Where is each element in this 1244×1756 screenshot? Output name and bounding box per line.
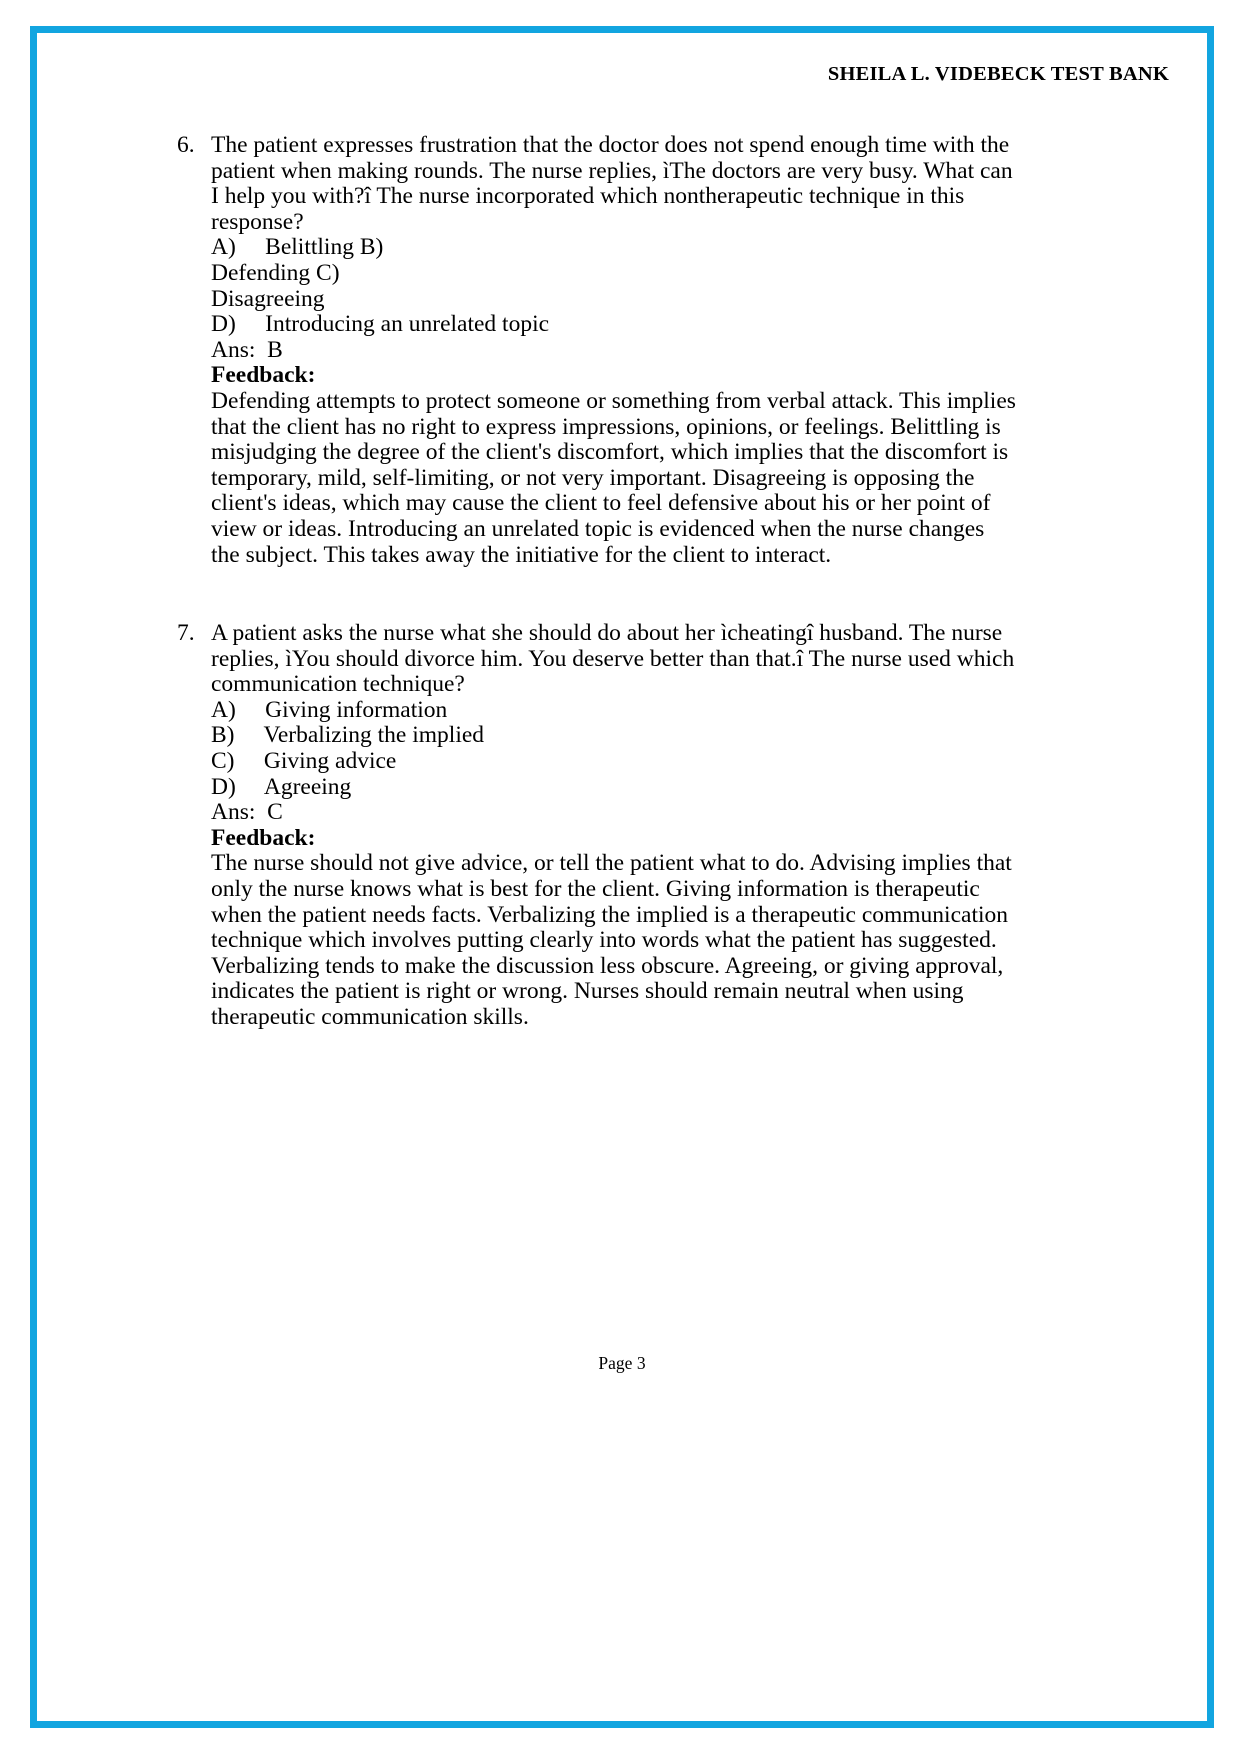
feedback-label: Feedback: — [211, 362, 316, 389]
answer-key: Ans: C — [211, 799, 283, 826]
answer-option-line[interactable]: Defending C) — [211, 259, 340, 286]
question-number: 7. — [177, 620, 195, 647]
document-header-title: SHEILA L. VIDEBECK TEST BANK — [827, 63, 1169, 85]
feedback-text: The nurse should not give advice, or tell the patient what to do. Advising implies that only the nurse knows what is best for the client. Giving information is therapeutic when the patient needs facts. Verbalizing the implied is a therapeutic communication technique which involves putting clearly into words what the patient has suggested. Verbalizing tends to make the discussion less obscure. Agreeing, or giving approval, indicates the patient is right or wrong. Nurses should remain neutral when using therapeutic communication skills. — [211, 850, 1012, 1030]
page-body — [37, 33, 1207, 1721]
answer-option-line[interactable]: B) Verbalizing the implied — [211, 722, 485, 749]
answer-option-line[interactable]: A) Giving information — [211, 696, 448, 723]
answer-key: Ans: B — [211, 336, 283, 363]
answer-option-list — [211, 698, 1017, 800]
question-item-7 — [177, 621, 1017, 1031]
question-number: 6. — [177, 132, 195, 158]
question-content — [211, 133, 1017, 568]
question-spacer — [177, 574, 1017, 621]
answer-option-line[interactable]: D) Agreeing — [211, 773, 352, 800]
answer-option-list — [211, 235, 1017, 337]
question-content — [211, 621, 1017, 1031]
question-list — [177, 133, 1017, 1037]
answer-option-line[interactable]: Disagreeing — [211, 285, 325, 312]
page-number-footer: Page 3 — [598, 1353, 646, 1373]
answer-option-line[interactable]: D) Introducing an unrelated topic — [211, 311, 550, 338]
question-stem: A patient asks the nurse what she should do about her ìcheatingî husband. The nurse replies, ìYou should divorce him. You deserve better than that.î The nurse used which communication technique? — [211, 620, 1015, 698]
feedback-text: Defending attempts to protect someone or something from verbal attack. This implies that the client has no right to express impressions, opinions, or feelings. Belittling is misjudging the degree of the client's discomfort, which implies that the discomfort is temporary, mild, self-limiting, or not very important. Disagreeing is opposing the client's ideas, which may cause the client to feel defensive about his or her point of view or ideas. Introducing an unrelated topic is evidenced when the nurse changes the subject. This takes away the initiative for the client to interact. — [211, 387, 1016, 568]
feedback-label: Feedback: — [211, 824, 316, 851]
answer-option-line[interactable]: A) Belittling B) — [211, 234, 384, 261]
question-item-6 — [177, 133, 1017, 568]
page-border-frame — [30, 26, 1214, 1728]
question-stem: The patient expresses frustration that the doctor does not spend enough time with the patient when making rounds. The nurse replies, ìThe doctors are very busy. What can I help you with?î The nurse incorporated which nontherapeutic technique in this response? — [211, 132, 1013, 235]
answer-option-line[interactable]: C) Giving advice — [211, 748, 397, 775]
